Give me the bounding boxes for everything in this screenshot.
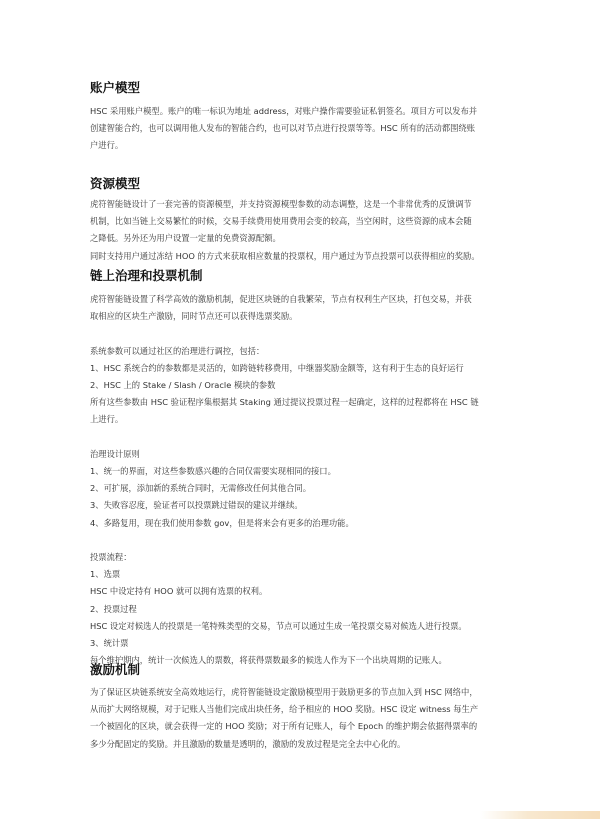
text-line: 户进行。 — [90, 140, 124, 151]
text-line: 系统参数可以通过社区的治理进行调控，包括： — [90, 345, 265, 356]
paragraph-governance — [90, 291, 520, 669]
list-item: 1、选票 — [90, 569, 121, 580]
text-line: 同时支持用户通过冻结 HOO 的方式来获取相应数量的投票权，用户通过为节点投票可以获得相应的奖励。 — [90, 250, 480, 261]
list-item: 4、多路复用，现在我们使用参数 gov，但是将来会有更多的治理功能。 — [90, 517, 354, 528]
text-line: 创建智能合约，也可以调用他人发布的智能合约，也可以对节点进行投票等等。HSC 所有的活动都围绕账 — [90, 123, 476, 134]
heading-incentive: 激励机制 — [90, 662, 141, 677]
text-line: 虎符智能链设计了一套完善的资源模型，并支持资源模型参数的动态调整，这是一个非常优秀的反馈调节 — [90, 199, 472, 209]
text-line: 所有这些参数由 HSC 验证程序集根据其 Staking 通过提议投票过程一起确定，这样的过程都将在 HSC 链 — [90, 397, 479, 408]
paragraph-account-model — [90, 103, 520, 155]
list-item: 2、HSC 上的 Stake / Slash / Oracle 模块的参数 — [90, 380, 276, 391]
text-line: 为了保证区块链系统安全高效地运行，虎符智能链设定激励模型用于鼓励更多的节点加入到 HSC 网络中， — [90, 687, 478, 697]
paragraph-incentive — [90, 684, 520, 753]
list-item: 2、投票过程 — [90, 603, 137, 614]
text-line: 机制，比如当链上交易繁忙的时候，交易手续费用使用费用会变的较高，当空闲时，这些资源的成本会随 — [90, 216, 472, 227]
text-line: 取相应的区块生产激励，同时节点还可以获得选票奖励。 — [90, 311, 298, 322]
subheading-voting-process: 投票流程： — [90, 552, 132, 563]
heading-resource-model: 资源模型 — [90, 176, 141, 191]
list-item: 3、失败容忍度，验证者可以投票跳过错误的建议并继续。 — [90, 500, 303, 511]
text-line: HSC 设定对候选人的投票是一笔特殊类型的交易，节点可以通过生成一笔投票交易对候选人进行投票。 — [90, 620, 467, 631]
page-edge-decoration — [480, 811, 600, 819]
text-line: 多少分配固定的奖励。并且激励的数量是透明的，激励的发放过程是完全去中心化的。 — [90, 738, 406, 749]
list-item: 2、可扩展，添加新的系统合同时，无需修改任何其他合同。 — [90, 483, 311, 494]
text-line: 每个维护期内，统计一次候选人的票数，将获得票数最多的候选人作为下一个出块周期的记账人。 — [90, 655, 447, 666]
subheading-design-principles: 治理设计原则 — [90, 448, 140, 459]
text-line: HSC 中设定持有 HOO 就可以拥有选票的权利。 — [90, 586, 268, 597]
text-line: 之降低。另外还为用户设置一定量的免费资源配额。 — [90, 233, 281, 244]
text-line: 一个被固化的区块，就会获得一定的 HOO 奖励；对于所有记账人，每个 Epoch 的维护期会依据得票率的 — [90, 721, 478, 732]
list-item: 1、HSC 系统合约的参数都是灵活的，如跨链转移费用，中继器奖励金额等，这有利于生态的良好运行 — [90, 362, 464, 373]
blank-line — [90, 325, 520, 342]
blank-line — [90, 532, 520, 549]
text-line: 虎符智能链设置了科学高效的激励机制，促进区块链的自我繁荣，节点有权利生产区块，打包交易，并获 — [90, 294, 472, 304]
paragraph-resource-model — [90, 196, 520, 265]
list-item: 3、统计票 — [90, 638, 129, 649]
heading-governance: 链上治理和投票机制 — [90, 268, 203, 283]
blank-line — [90, 429, 520, 446]
text-line: HSC 采用账户模型。账户的唯一标识为地址 address，对账户操作需要验证私钥签名。项目方可以发布并 — [90, 106, 478, 116]
heading-account-model: 账户模型 — [90, 80, 141, 95]
text-line: 上进行。 — [90, 414, 124, 425]
list-item: 1、统一的界面，对这些参数感兴趣的合同仅需要实现相同的接口。 — [90, 466, 336, 477]
text-line: 从而扩大网络规模，对于记账人当他们完成出块任务，给予相应的 HOO 奖励。HSC 设定 witness 每生产 — [90, 704, 479, 715]
